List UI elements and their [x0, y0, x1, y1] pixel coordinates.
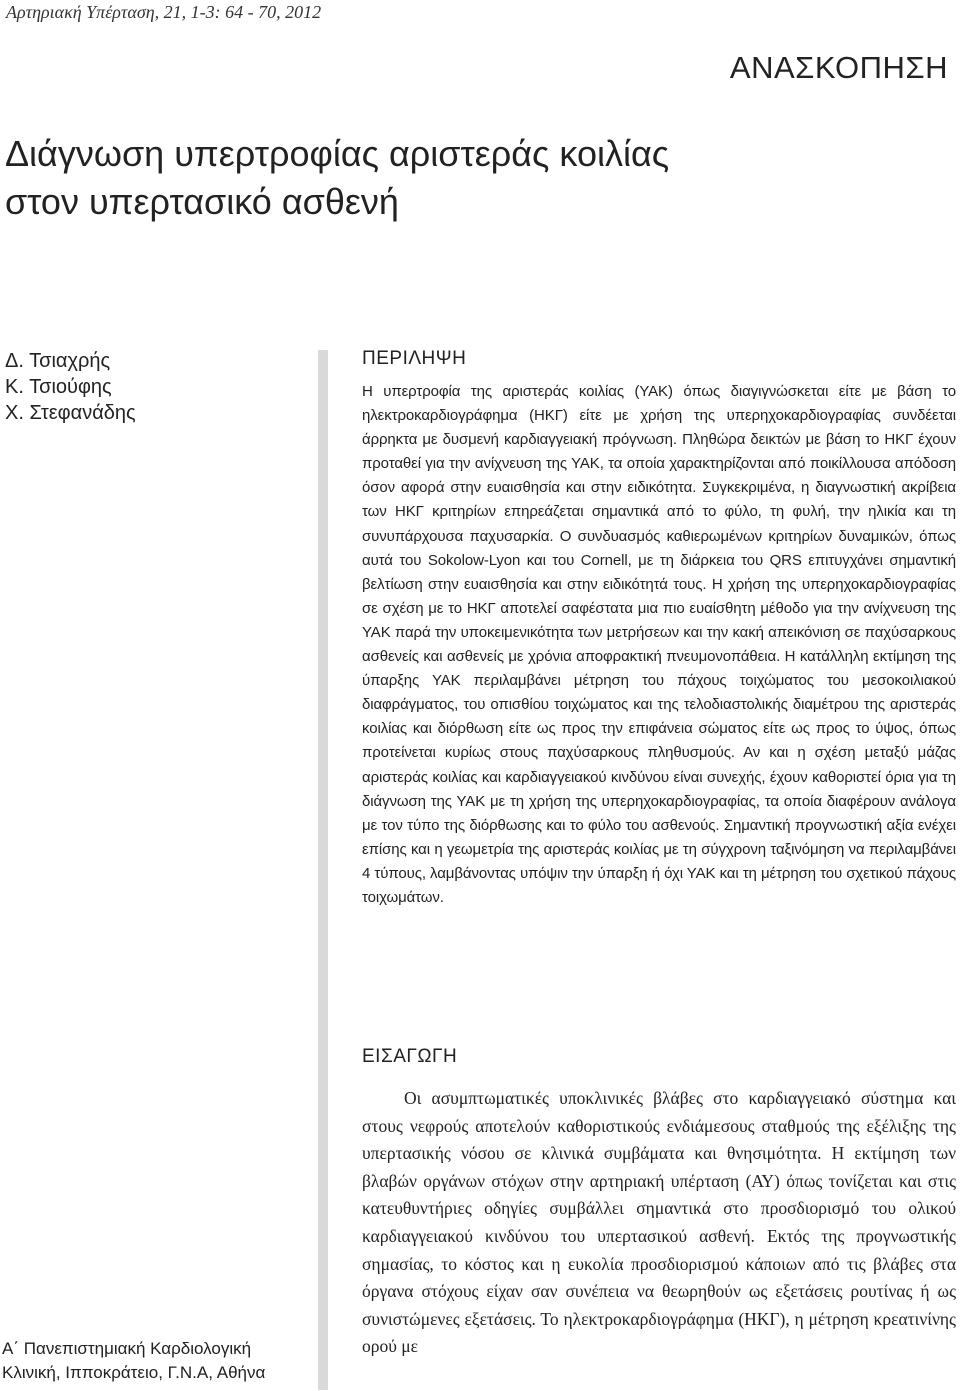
article-title [5, 130, 905, 226]
abstract-heading: ΠΕΡΙΛΗΨΗ [362, 348, 467, 369]
abstract-text: Η υπερτροφία της αριστεράς κοιλίας (ΥΑΚ) όπως διαγιγνώσκεται είτε με βάση το ηλεκτροκαρδιογράφημα (ΗΚΓ) είτε με χρήση της υπερηχοκαρδιογραφίας συνδέεται άρρηκτα με δυσμενή καρδιαγγειακή πρόγνωση. Πληθώρα δεικτών με βάση το ΗΚΓ έχουν προταθεί για την ανίχνευση της ΥΑΚ, τα οποία χαρακτηρίζονται από ποικίλλουσα απόδοση όσον αφορά στην ευαισθησία και στην ειδικότητα. Συγκεκριμένα, η διαγνωστική ακρίβεια των ΗΚΓ κριτηρίων επηρεάζεται σημαντικά από το φύλο, τη φυλή, την ηλικία και τη συνυπάρχουσα παχυσαρκία. Ο συνδυασμός καθιερωμένων κριτηρίων δυναμικών, όπως αυτά του Sokolow-Lyon και του Cornell, με τη διάρκεια του QRS επιτυγχάνει σημαντική βελτίωση στην ευαισθησία και στην ειδικότητά τους. Η χρήση της υπερηχοκαρδιογραφίας σε σχέση με το ΗΚΓ αποτελεί σαφέστατα μια πιο ευαίσθητη μέθοδο για την ανίχνευση της ΥΑΚ παρά την υποκειμενικότητα των μετρήσεων και την κακή απεικόνιση σε παχύσαρκους ασθενείς και ασθενείς με χρόνια αποφρακτική πνευμονοπάθεια. Η κατάλληλη εκτίμηση της ύπαρξης ΥΑΚ περιλαμβάνει μέτρηση του πάχους τοιχώματος του μεσοκοιλιακού διαφράγματος, του οπισθίου τοιχώματος και της τελοδιαστολικής διαμέτρου της αριστεράς κοιλίας και διόρθωση είτε ως προς την επιφάνεια σώματος είτε ως προς το ύψος, όπως προτείνεται κυρίως στους παχύσαρκους πληθυσμούς. Αν και η σχέση μεταξύ μάζας αριστεράς κοιλίας και καρδιαγγειακού κινδύνου είναι συνεχής, έχουν καθοριστεί όρια για τη διάγνωση της ΥΑΚ με τη χρήση της υπερηχοκαρδιογραφίας, τα οποία διαφέρουν ανάλογα με τον τύπο της διόρθωσης και το φύλο του ασθενούς. Σημαντική προγνωστική αξία ενέχει επίσης και η γεωμετρία της αριστεράς κοιλίας με τη σύγχρονη ταξινόμηση να περιλαμβάνει 4 τύπους, λαμβάνοντας υπόψιν την ύπαρξη ή όχι ΥΑΚ και τη μέτρηση του σχετικού πάχους τοιχωμάτων. [362, 383, 956, 906]
affiliation-line: Κλινική, Ιπποκράτειο, Γ.Ν.Α, Αθήνα [2, 1363, 266, 1382]
introduction-heading: ΕΙΣΑΓΩΓΗ [362, 1046, 458, 1067]
author-affiliation [2, 1337, 265, 1385]
title-line-1: Διάγνωση υπερτροφίας αριστεράς κοιλίας [5, 133, 670, 174]
title-line-2: στον υπερτασικό ασθενή [5, 181, 399, 222]
introduction-text: Οι ασυμπτωματικές υποκλινικές βλάβες στο καρδιαγγειακό σύστημα και στους νεφρούς αποτελούν καθοριστικούς ενδιάμεσους σταθμούς της εξέλιξης της υπερτασικής νόσου σε κλινικά συμβάματα και θνησιμότητα. Η εκτίμηση των βλαβών οργάνων στόχων στην αρτηριακή υπέρταση (ΑΥ) όπως τονίζεται και στις κατευθυντήριες οδηγίες συμβάλλει σημαντικά στο προσδιορισμό του ολικού καρδιαγγειακού κινδύνου του υπερτασικού ασθενή. Εκτός της προγνωστικής σημασίας, το κόστος και η ευκολία προσδιορισμού κάποιων από τις βλάβες στα όργανα στόχους είχαν σαν συνέπεια να θεωρηθούν ως εξετάσεις ρουτίνας ή ως συνιστώμενες εξετάσεις. Το ηλεκτροκαρδιογράφημα (ΗΚΓ), η μέτρηση κρεατινίνης ορού με [362, 1088, 956, 1357]
affiliation-line: Α΄ Πανεπιστημιακή Καρδιολογική [2, 1339, 252, 1358]
column-divider [318, 350, 328, 1390]
section-label: ΑΝΑΣΚΟΠΗΣΗ [729, 50, 948, 85]
author-name: Χ. Στεφανάδης [5, 402, 136, 424]
author-name: Κ. Τσιούφης [5, 376, 112, 398]
journal-header: Αρτηριακή Υπέρταση, 21, 1-3: 64 - 70, 2012 [6, 2, 322, 22]
author-name: Δ. Τσιαχρής [5, 350, 111, 372]
author-list [5, 348, 136, 426]
